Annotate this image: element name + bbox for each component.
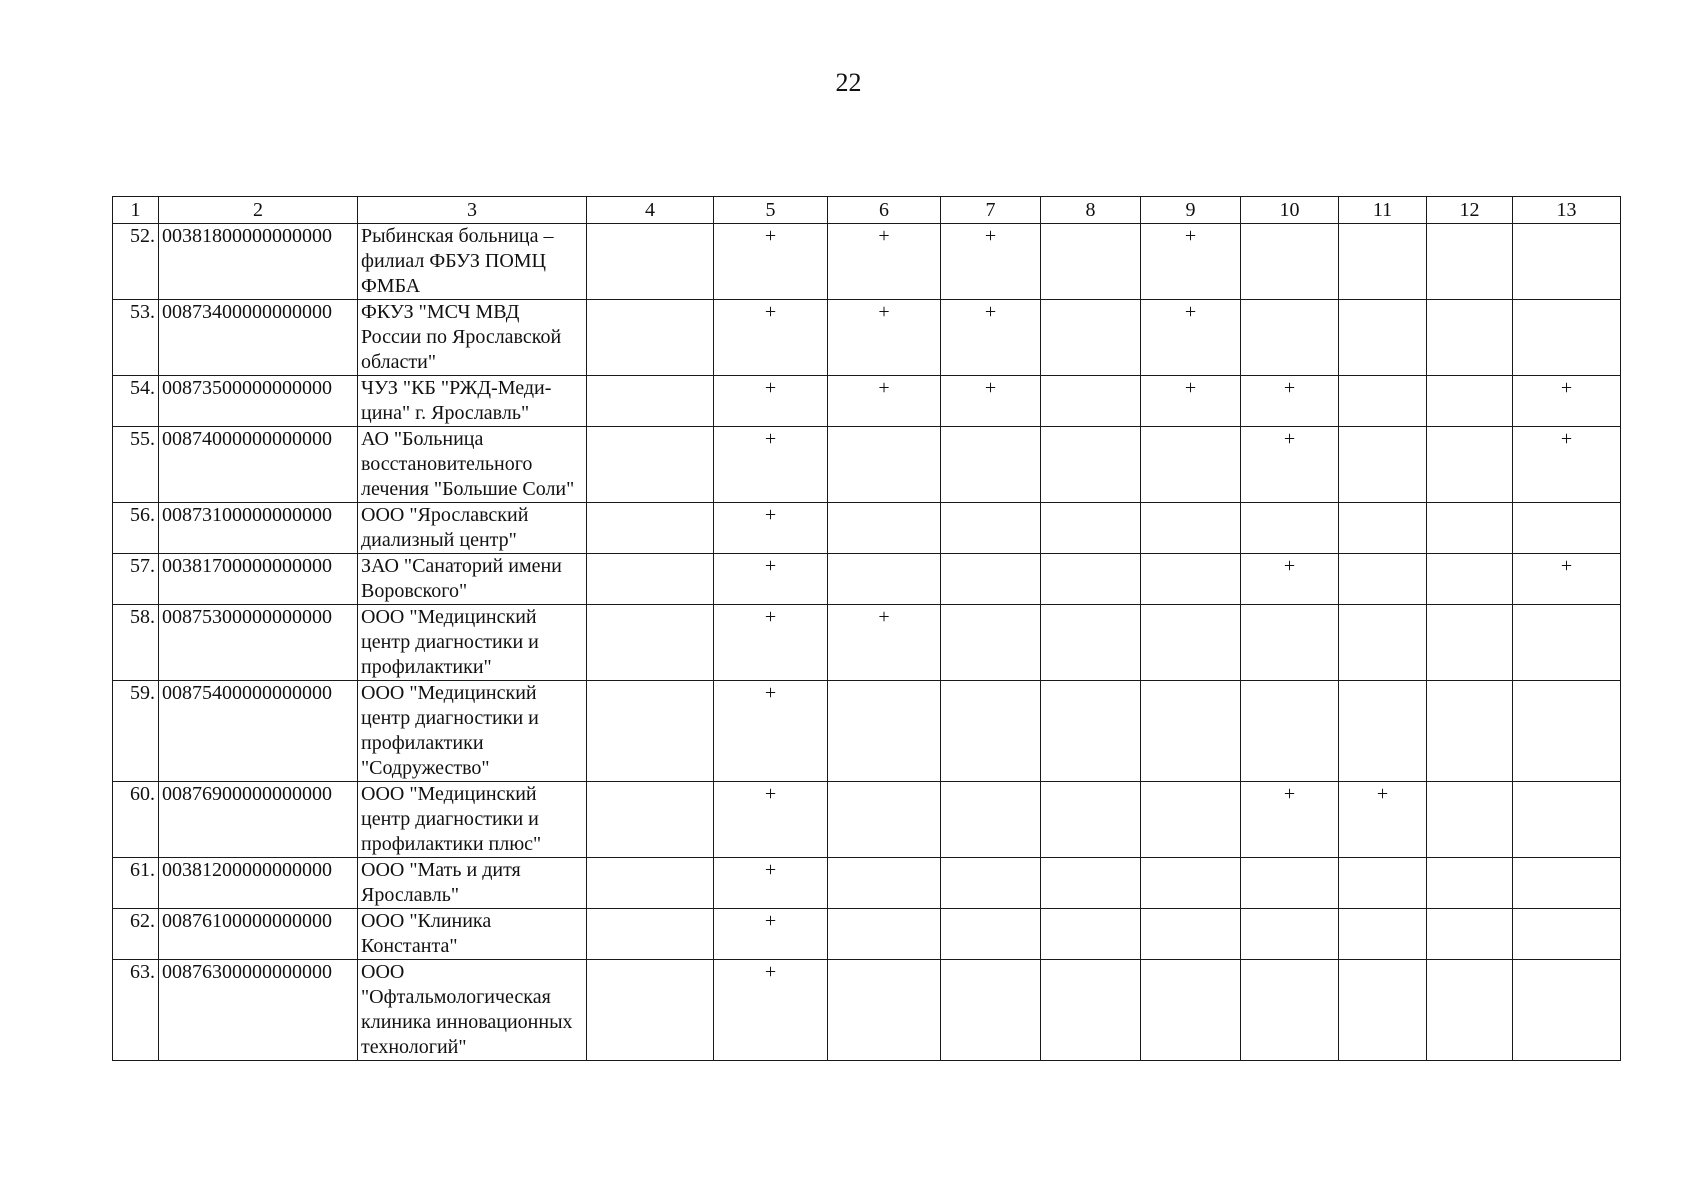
mark-cell-col-11 — [1339, 858, 1427, 909]
mark-cell-col-10 — [1241, 858, 1339, 909]
mark-cell-col-11 — [1339, 427, 1427, 503]
mark-cell-col-12 — [1427, 554, 1513, 605]
column-header-8: 8 — [1041, 197, 1141, 224]
mark-cell-col-4 — [587, 960, 714, 1061]
mark-cell-col-5: + — [714, 300, 828, 376]
table-row — [113, 300, 1621, 376]
mark-cell-col-11 — [1339, 376, 1427, 427]
mark-cell-col-13: + — [1513, 554, 1621, 605]
organization-name: ООО "Медицинский центр диагностики и профилактики" — [358, 605, 587, 681]
organization-name: Рыбинская больница – филиал ФБУЗ ПОМЦ ФМБА — [358, 224, 587, 300]
organization-code: 00873500000000000 — [159, 376, 358, 427]
mark-cell-col-8 — [1041, 503, 1141, 554]
row-number: 53. — [113, 300, 159, 376]
mark-cell-col-4 — [587, 376, 714, 427]
table-row — [113, 376, 1621, 427]
organization-name: ЧУЗ "КБ "РЖД-Меди-цина" г. Ярославль" — [358, 376, 587, 427]
mark-cell-col-6 — [828, 782, 941, 858]
mark-cell-col-4 — [587, 681, 714, 782]
table-row — [113, 605, 1621, 681]
row-number: 55. — [113, 427, 159, 503]
mark-cell-col-12 — [1427, 224, 1513, 300]
mark-cell-col-7 — [941, 427, 1041, 503]
mark-cell-col-13: + — [1513, 427, 1621, 503]
mark-cell-col-6 — [828, 858, 941, 909]
column-header-5: 5 — [714, 197, 828, 224]
mark-cell-col-7: + — [941, 300, 1041, 376]
mark-cell-col-10 — [1241, 503, 1339, 554]
column-header-4: 4 — [587, 197, 714, 224]
mark-cell-col-4 — [587, 782, 714, 858]
table-row — [113, 427, 1621, 503]
column-header-2: 2 — [159, 197, 358, 224]
column-header-1: 1 — [113, 197, 159, 224]
mark-cell-col-9 — [1141, 427, 1241, 503]
column-header-10: 10 — [1241, 197, 1339, 224]
organization-code: 00875300000000000 — [159, 605, 358, 681]
mark-cell-col-12 — [1427, 605, 1513, 681]
mark-cell-col-7 — [941, 858, 1041, 909]
row-number: 52. — [113, 224, 159, 300]
organization-name: ООО "Медицинский центр диагностики и профилактики плюс" — [358, 782, 587, 858]
organization-code: 00381200000000000 — [159, 858, 358, 909]
mark-cell-col-6: + — [828, 605, 941, 681]
mark-cell-col-7 — [941, 782, 1041, 858]
mark-cell-col-10: + — [1241, 554, 1339, 605]
organization-code: 00381800000000000 — [159, 224, 358, 300]
mark-cell-col-7 — [941, 960, 1041, 1061]
table-body — [113, 224, 1621, 1061]
mark-cell-col-13 — [1513, 224, 1621, 300]
mark-cell-col-11 — [1339, 224, 1427, 300]
mark-cell-col-13 — [1513, 503, 1621, 554]
mark-cell-col-4 — [587, 503, 714, 554]
mark-cell-col-6: + — [828, 376, 941, 427]
row-number: 57. — [113, 554, 159, 605]
mark-cell-col-9 — [1141, 605, 1241, 681]
column-header-6: 6 — [828, 197, 941, 224]
table-header — [113, 197, 1621, 224]
mark-cell-col-10: + — [1241, 782, 1339, 858]
row-number: 61. — [113, 858, 159, 909]
mark-cell-col-12 — [1427, 909, 1513, 960]
mark-cell-col-7 — [941, 554, 1041, 605]
mark-cell-col-11 — [1339, 605, 1427, 681]
mark-cell-col-7 — [941, 909, 1041, 960]
mark-cell-col-10 — [1241, 300, 1339, 376]
mark-cell-col-9: + — [1141, 376, 1241, 427]
organization-code: 00381700000000000 — [159, 554, 358, 605]
column-header-13: 13 — [1513, 197, 1621, 224]
organization-code: 00876900000000000 — [159, 782, 358, 858]
mark-cell-col-9 — [1141, 960, 1241, 1061]
mark-cell-col-6: + — [828, 224, 941, 300]
mark-cell-col-8 — [1041, 681, 1141, 782]
mark-cell-col-8 — [1041, 300, 1141, 376]
mark-cell-col-12 — [1427, 300, 1513, 376]
table-row — [113, 960, 1621, 1061]
mark-cell-col-5: + — [714, 909, 828, 960]
mark-cell-col-10 — [1241, 605, 1339, 681]
organization-name: ООО "Мать и дитя Ярославль" — [358, 858, 587, 909]
mark-cell-col-9 — [1141, 554, 1241, 605]
row-number: 60. — [113, 782, 159, 858]
mark-cell-col-4 — [587, 605, 714, 681]
mark-cell-col-8 — [1041, 909, 1141, 960]
mark-cell-col-4 — [587, 300, 714, 376]
page-number: 22 — [835, 68, 862, 97]
mark-cell-col-8 — [1041, 858, 1141, 909]
table-row — [113, 681, 1621, 782]
mark-cell-col-11 — [1339, 503, 1427, 554]
row-number: 54. — [113, 376, 159, 427]
table-row — [113, 224, 1621, 300]
row-number: 62. — [113, 909, 159, 960]
organization-code: 00873400000000000 — [159, 300, 358, 376]
mark-cell-col-10 — [1241, 909, 1339, 960]
organization-code: 00876100000000000 — [159, 909, 358, 960]
organization-code: 00875400000000000 — [159, 681, 358, 782]
organization-code: 00874000000000000 — [159, 427, 358, 503]
mark-cell-col-12 — [1427, 782, 1513, 858]
mark-cell-col-4 — [587, 427, 714, 503]
mark-cell-col-5: + — [714, 605, 828, 681]
mark-cell-col-6 — [828, 427, 941, 503]
organization-code: 00873100000000000 — [159, 503, 358, 554]
organization-code: 00876300000000000 — [159, 960, 358, 1061]
mark-cell-col-7: + — [941, 224, 1041, 300]
mark-cell-col-8 — [1041, 224, 1141, 300]
organization-name: АО "Больница восстановительного лечения "Большие Соли" — [358, 427, 587, 503]
table-row — [113, 858, 1621, 909]
mark-cell-col-4 — [587, 224, 714, 300]
mark-cell-col-12 — [1427, 503, 1513, 554]
mark-cell-col-7 — [941, 605, 1041, 681]
mark-cell-col-7: + — [941, 376, 1041, 427]
mark-cell-col-8 — [1041, 427, 1141, 503]
mark-cell-col-6 — [828, 909, 941, 960]
mark-cell-col-12 — [1427, 858, 1513, 909]
mark-cell-col-13 — [1513, 605, 1621, 681]
mark-cell-col-6 — [828, 554, 941, 605]
mark-cell-col-8 — [1041, 376, 1141, 427]
mark-cell-col-9 — [1141, 782, 1241, 858]
mark-cell-col-5: + — [714, 554, 828, 605]
column-header-9: 9 — [1141, 197, 1241, 224]
header-row — [113, 197, 1621, 224]
mark-cell-col-5: + — [714, 681, 828, 782]
mark-cell-col-8 — [1041, 960, 1141, 1061]
mark-cell-col-13 — [1513, 782, 1621, 858]
table-row — [113, 782, 1621, 858]
row-number: 63. — [113, 960, 159, 1061]
mark-cell-col-6 — [828, 681, 941, 782]
mark-cell-col-9 — [1141, 503, 1241, 554]
column-header-3: 3 — [358, 197, 587, 224]
mark-cell-col-8 — [1041, 782, 1141, 858]
mark-cell-col-9 — [1141, 681, 1241, 782]
mark-cell-col-13: + — [1513, 376, 1621, 427]
organization-name: ФКУЗ "МСЧ МВД России по Ярославской области" — [358, 300, 587, 376]
mark-cell-col-11 — [1339, 300, 1427, 376]
registry-table — [112, 196, 1621, 1061]
mark-cell-col-5: + — [714, 376, 828, 427]
mark-cell-col-7 — [941, 681, 1041, 782]
table-row — [113, 503, 1621, 554]
mark-cell-col-13 — [1513, 909, 1621, 960]
mark-cell-col-8 — [1041, 605, 1141, 681]
mark-cell-col-9: + — [1141, 224, 1241, 300]
mark-cell-col-12 — [1427, 376, 1513, 427]
mark-cell-col-9 — [1141, 858, 1241, 909]
column-header-11: 11 — [1339, 197, 1427, 224]
mark-cell-col-5: + — [714, 224, 828, 300]
mark-cell-col-7 — [941, 503, 1041, 554]
mark-cell-col-8 — [1041, 554, 1141, 605]
organization-name: ООО "Медицинский центр диагностики и профилактики "Содружество" — [358, 681, 587, 782]
mark-cell-col-11 — [1339, 554, 1427, 605]
row-number: 59. — [113, 681, 159, 782]
mark-cell-col-11: + — [1339, 782, 1427, 858]
mark-cell-col-10: + — [1241, 427, 1339, 503]
mark-cell-col-4 — [587, 554, 714, 605]
mark-cell-col-12 — [1427, 427, 1513, 503]
mark-cell-col-11 — [1339, 960, 1427, 1061]
mark-cell-col-5: + — [714, 503, 828, 554]
organization-name: ООО "Офтальмологическая клиника инновационных технологий" — [358, 960, 587, 1061]
mark-cell-col-12 — [1427, 960, 1513, 1061]
mark-cell-col-13 — [1513, 858, 1621, 909]
column-header-7: 7 — [941, 197, 1041, 224]
mark-cell-col-4 — [587, 909, 714, 960]
mark-cell-col-9: + — [1141, 300, 1241, 376]
mark-cell-col-12 — [1427, 681, 1513, 782]
mark-cell-col-6 — [828, 503, 941, 554]
mark-cell-col-5: + — [714, 427, 828, 503]
mark-cell-col-5: + — [714, 858, 828, 909]
organization-name: ООО "Ярославский диализный центр" — [358, 503, 587, 554]
table-row — [113, 554, 1621, 605]
mark-cell-col-10: + — [1241, 376, 1339, 427]
row-number: 56. — [113, 503, 159, 554]
organization-name: ООО "Клиника Константа" — [358, 909, 587, 960]
mark-cell-col-13 — [1513, 300, 1621, 376]
mark-cell-col-13 — [1513, 960, 1621, 1061]
mark-cell-col-6 — [828, 960, 941, 1061]
mark-cell-col-10 — [1241, 960, 1339, 1061]
mark-cell-col-10 — [1241, 224, 1339, 300]
mark-cell-col-10 — [1241, 681, 1339, 782]
table-row — [113, 909, 1621, 960]
mark-cell-col-13 — [1513, 681, 1621, 782]
mark-cell-col-4 — [587, 858, 714, 909]
mark-cell-col-11 — [1339, 909, 1427, 960]
organization-name: ЗАО "Санаторий имени Воровского" — [358, 554, 587, 605]
mark-cell-col-9 — [1141, 909, 1241, 960]
mark-cell-col-5: + — [714, 960, 828, 1061]
mark-cell-col-11 — [1339, 681, 1427, 782]
row-number: 58. — [113, 605, 159, 681]
mark-cell-col-6: + — [828, 300, 941, 376]
mark-cell-col-5: + — [714, 782, 828, 858]
column-header-12: 12 — [1427, 197, 1513, 224]
